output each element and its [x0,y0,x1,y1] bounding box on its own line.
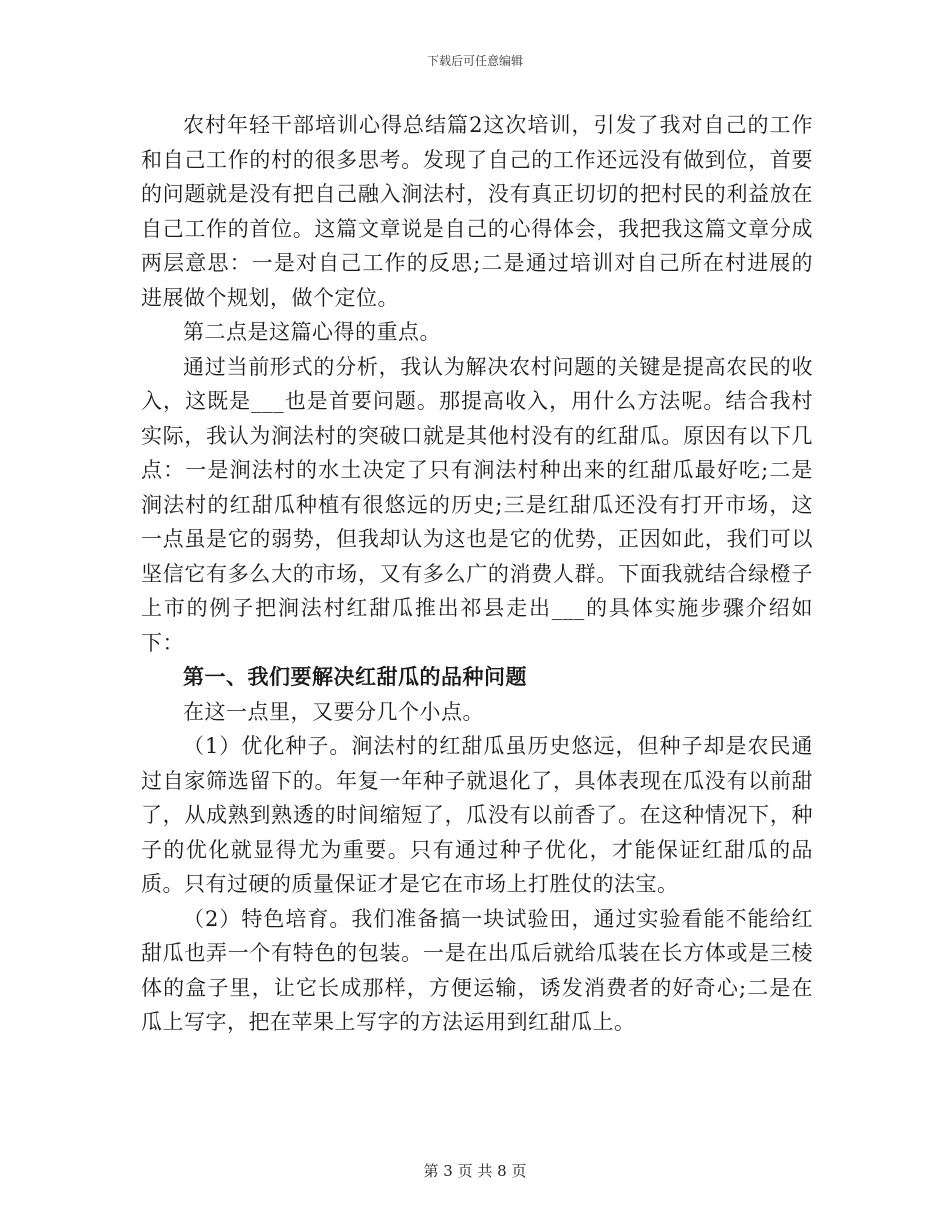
paragraph-analysis: 通过当前形式的分析，我认为解决农村问题的关键是提高农民的收入，这既是___也是首要问题。那提高收入，用什么方法呢。结合我村实际，我认为涧法村的突破口就是其他村没有的红甜瓜。原因有以下几点：一是涧法村的水土决定了只有涧法村种出来的红甜瓜最好吃;二是涧法村的红甜瓜种植有很悠远的历史;三是红甜瓜还没有打开市场，这一点虽是它的弱势，但我却认为这也是它的优势，正因如此，我们可以坚信它有多么大的市场，又有多么广的消费人群。下面我就结合绿橙子上市的例子把涧法村红甜瓜推出祁县走出___的具体实施步骤介绍如下： [141,354,813,655]
paragraph-subpoints: 在这一点里，又要分几个小点。 [183,699,484,724]
section-heading: 第一、我们要解决红甜瓜的品种问题 [183,664,527,689]
paragraph-intro: 农村年轻干部培训心得总结篇2这次培训，引发了我对自己的工作和自己工作的村的很多思考。发现了自己的工作还远没有做到位，首要的问题就是没有把自己融入涧法村，没有真正切切的把村民的利益放在自己工作的首位。这篇文章说是自己的心得体会，我把我这篇文章分成两层意思：一是对自己工作的反思;二是通过培训对自己所在村进展的进展做个规划，做个定位。 [141,113,813,310]
page-header: 下载后可任意编辑 [426,54,523,68]
paragraph-focus: 第二点是这篇心得的重点。 [183,320,441,344]
page-footer: 第 3 页 共 8 页 [423,1162,527,1180]
paragraph-seed-optimization: （1）优化种子。涧法村的红甜瓜虽历史悠远，但种子却是农民通过自家筛选留下的。年复一年种子就退化了，具体表现在瓜没有以前甜了，从成熟到熟透的时间缩短了，瓜没有以前香了。在这种情况下，种子的优化就显得尤为重要。只有通过种子优化，才能保证红甜瓜的品质。只有过硬的质量保证才是它在市场上打胜仗的法宝。 [141,734,813,896]
paragraph-special-cultivation: （2）特色培育。我们准备搞一块试验田，通过实验看能不能给红甜瓜也弄一个有特色的包装。一是在出瓜后就给瓜装在长方体或是三棱体的盒子里，让它长成那样，方便运输，诱发消费者的好奇心;二是在瓜上写字，把在苹果上写字的方法运用到红甜瓜上。 [141,906,813,1034]
document-body [141,108,813,1040]
